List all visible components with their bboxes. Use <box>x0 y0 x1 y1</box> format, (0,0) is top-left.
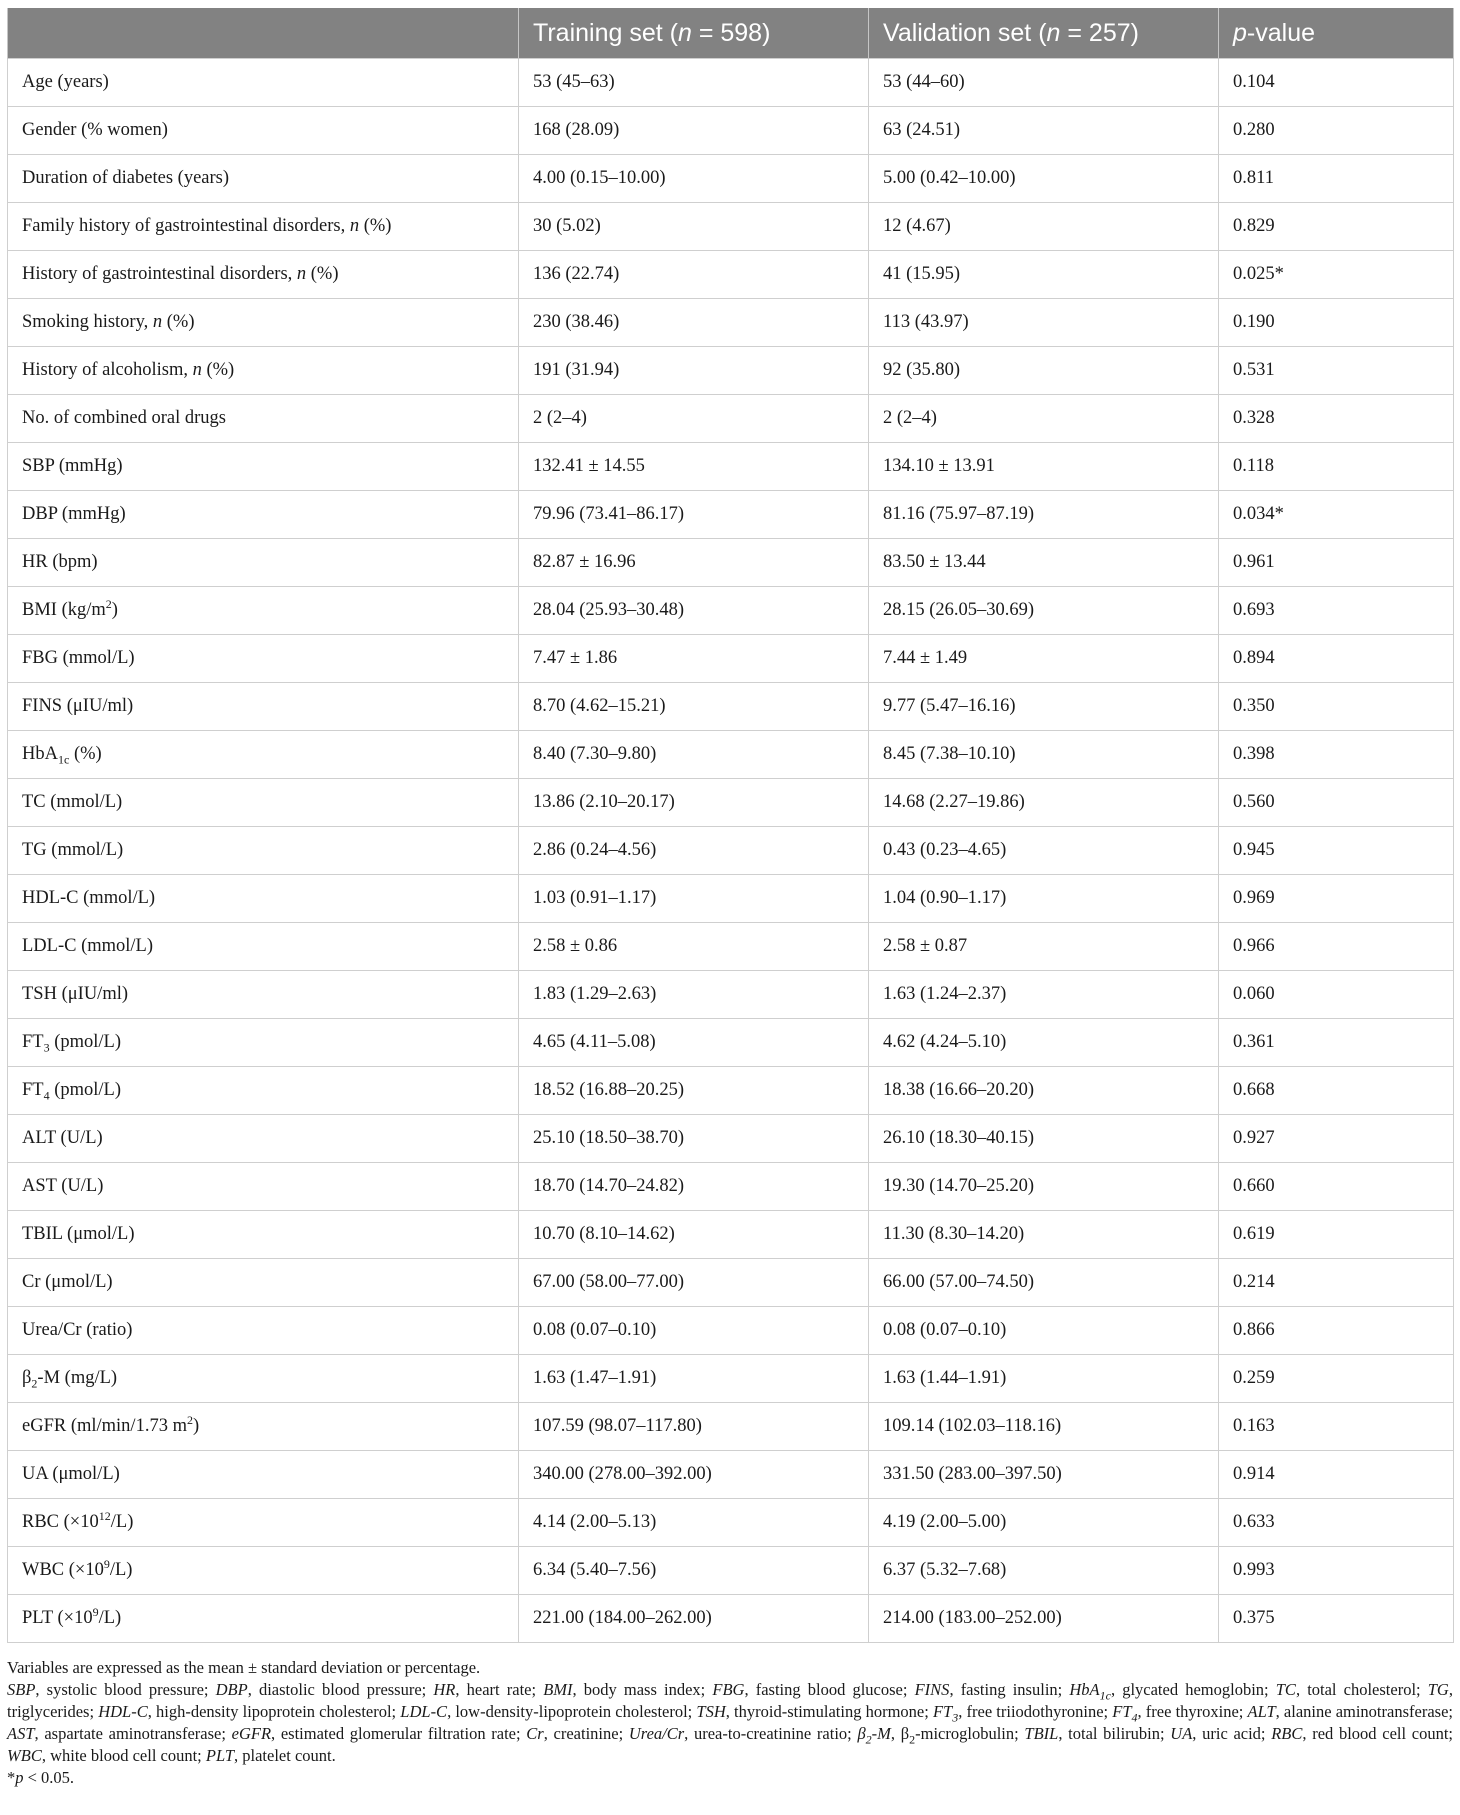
validation-value: 53 (44–60) <box>869 59 1219 107</box>
validation-value: 2 (2–4) <box>869 395 1219 443</box>
table-row <box>8 59 1454 107</box>
training-value: 0.08 (0.07–0.10) <box>519 1307 869 1355</box>
validation-value: 92 (35.80) <box>869 347 1219 395</box>
abbreviation-term: HbA$_{1c}$ <box>1069 1680 1111 1703</box>
variable-label: FINS (μIU/ml) <box>8 683 519 731</box>
training-value: 18.52 (16.88–20.25) <box>519 1067 869 1115</box>
p-value: 0.693 <box>1219 587 1454 635</box>
training-value: 4.14 (2.00–5.13) <box>519 1499 869 1547</box>
training-value: 53 (45–63) <box>519 59 869 107</box>
validation-value: 1.63 (1.24–2.37) <box>869 971 1219 1019</box>
variable-label: TSH (μIU/ml) <box>8 971 519 1019</box>
abbreviation-term: SBP <box>7 1680 36 1699</box>
training-value: 168 (28.09) <box>519 107 869 155</box>
table-row <box>8 155 1454 203</box>
table-row <box>8 635 1454 683</box>
abbreviation-definition: , urea-to-creatinine ratio; <box>684 1724 858 1743</box>
table-row <box>8 299 1454 347</box>
abbreviation-definition: , fasting insulin; <box>949 1680 1070 1699</box>
expression-note: Variables are expressed as the mean ± standard deviation or percentage. <box>7 1658 481 1677</box>
validation-value: 113 (43.97) <box>869 299 1219 347</box>
header-p-value: p-value <box>1219 8 1454 59</box>
table-row <box>8 1115 1454 1163</box>
variable-label: TC (mmol/L) <box>8 779 519 827</box>
variable-label: FBG (mmol/L) <box>8 635 519 683</box>
training-value: 18.70 (14.70–24.82) <box>519 1163 869 1211</box>
validation-value: 12 (4.67) <box>869 203 1219 251</box>
training-value: 67.00 (58.00–77.00) <box>519 1259 869 1307</box>
validation-value: 14.68 (2.27–19.86) <box>869 779 1219 827</box>
validation-value: 63 (24.51) <box>869 107 1219 155</box>
abbreviation-term: AST <box>7 1724 35 1743</box>
table-body <box>8 59 1454 1643</box>
training-value: 221.00 (184.00–262.00) <box>519 1595 869 1643</box>
abbreviation-definition: , total bilirubin; <box>1058 1724 1171 1743</box>
table-row <box>8 1499 1454 1547</box>
abbreviation-definition: , alanine aminotransferase; <box>1275 1702 1453 1721</box>
training-value: 30 (5.02) <box>519 203 869 251</box>
variable-label: TBIL (μmol/L) <box>8 1211 519 1259</box>
p-value: 0.398 <box>1219 731 1454 779</box>
abbreviation-definition: , heart rate; <box>455 1680 544 1699</box>
variable-label: RBC $(\times 10^{12}/L)$ <box>8 1499 519 1547</box>
training-value: 136 (22.74) <box>519 251 869 299</box>
table-row <box>8 683 1454 731</box>
header-validation-set: Validation set (n = 257) <box>869 8 1219 59</box>
p-value: 0.660 <box>1219 1163 1454 1211</box>
abbreviation-definition: , free triiodothyronine; <box>958 1702 1113 1721</box>
abbreviation-definition: , creatinine; <box>543 1724 629 1743</box>
variable-label: $FT_3$ (pmol/L) <box>8 1019 519 1067</box>
p-value: 0.927 <box>1219 1115 1454 1163</box>
abbreviation-definition: , systolic blood pressure; <box>35 1680 216 1699</box>
abbreviation-definition: , platelet count. <box>234 1746 336 1765</box>
abbreviation-term: FINS <box>914 1680 950 1699</box>
table-row <box>8 779 1454 827</box>
abbreviation-term: eGFR <box>231 1724 272 1743</box>
validation-value: 26.10 (18.30–40.15) <box>869 1115 1219 1163</box>
abbreviations-note: SBP, systolic blood pressure; DBP, diastolic blood pressure; HR, heart rate; BMI, body mass index; FBG, fasting blood glucose; FINS, fasting insulin; HbA$_{1c}$, glycated hemoglobin; TC, total cholesterol; TG, triglycerides; HDL-C, high-density lipoprotein cholesterol; LDL-C, low-density-lipoprotein cholesterol; TSH, thyroid-stimulating hormone; $FT_3$, free triiodothyronine; $FT_4$, free thyroxine; ALT, alanine aminotransferase; AST, aspartate aminotransferase; eGFR, estimated glomerular filtration rate; Cr, creatinine; Urea/Cr, urea-to-creatinine ratio; $\beta_2-M$, $\beta_2$-microglobulin; TBIL, total bilirubin; UA, uric acid; RBC, red blood cell count; WBC, white blood cell count; PLT, platelet count. <box>7 1680 1453 1765</box>
training-value: 191 (31.94) <box>519 347 869 395</box>
validation-value: 0.43 (0.23–4.65) <box>869 827 1219 875</box>
variable-label: $\beta_2-M$ (mg/L) <box>8 1355 519 1403</box>
table-row <box>8 107 1454 155</box>
abbreviation-term: TBIL <box>1024 1724 1059 1743</box>
p-value: 0.361 <box>1219 1019 1454 1067</box>
abbreviation-definition: , aspartate aminotransferase; <box>34 1724 232 1743</box>
table-row <box>8 1451 1454 1499</box>
abbreviation-term: TSH <box>696 1702 726 1721</box>
table-row <box>8 971 1454 1019</box>
table-row <box>8 923 1454 971</box>
variable-label: PLT $(\times 10^9/L)$ <box>8 1595 519 1643</box>
abbreviation-term: Urea/Cr <box>628 1724 685 1743</box>
validation-value: 8.45 (7.38–10.10) <box>869 731 1219 779</box>
p-value: 0.163 <box>1219 1403 1454 1451</box>
abbreviation-term: HR <box>433 1680 456 1699</box>
validation-value: 9.77 (5.47–16.16) <box>869 683 1219 731</box>
p-value: 0.190 <box>1219 299 1454 347</box>
variable-label: No. of combined oral drugs <box>8 395 519 443</box>
variable-label: AST (U/L) <box>8 1163 519 1211</box>
training-value: 79.96 (73.41–86.17) <box>519 491 869 539</box>
table-footnotes <box>7 1657 1453 1789</box>
p-value: 0.531 <box>1219 347 1454 395</box>
training-value: 4.65 (4.11–5.08) <box>519 1019 869 1067</box>
abbreviation-term: HDL-C <box>98 1702 148 1721</box>
training-value: 28.04 (25.93–30.48) <box>519 587 869 635</box>
variable-label: HbA$_{1c}$ (%) <box>8 731 519 779</box>
p-value: 0.945 <box>1219 827 1454 875</box>
table-row <box>8 491 1454 539</box>
abbreviation-term: BMI <box>543 1680 573 1699</box>
variable-label: Duration of diabetes (years) <box>8 155 519 203</box>
p-value: 0.280 <box>1219 107 1454 155</box>
variable-label: WBC $(\times 10^9/L)$ <box>8 1547 519 1595</box>
abbreviation-definition: , estimated glomerular filtration rate; <box>271 1724 527 1743</box>
variable-label: BMI $(kg/m^2)$ <box>8 587 519 635</box>
validation-value: 18.38 (16.66–20.20) <box>869 1067 1219 1115</box>
validation-value: 11.30 (8.30–14.20) <box>869 1211 1219 1259</box>
validation-value: 28.15 (26.05–30.69) <box>869 587 1219 635</box>
abbreviation-definition: , uric acid; <box>1192 1724 1272 1743</box>
table-row <box>8 1355 1454 1403</box>
abbreviation-definition: , glycated hemoglobin; <box>1110 1680 1276 1699</box>
validation-value: 331.50 (283.00–397.50) <box>869 1451 1219 1499</box>
variable-label: Family history of gastrointestinal disorders, n (%) <box>8 203 519 251</box>
abbreviation-term: Cr <box>526 1724 544 1743</box>
table-row <box>8 251 1454 299</box>
abbreviation-term: RBC <box>1271 1724 1303 1743</box>
validation-value: 214.00 (183.00–252.00) <box>869 1595 1219 1643</box>
training-value: 1.83 (1.29–2.63) <box>519 971 869 1019</box>
training-value: 8.40 (7.30–9.80) <box>519 731 869 779</box>
table-container <box>7 8 1453 1643</box>
header-variable <box>8 8 519 59</box>
p-value: 0.560 <box>1219 779 1454 827</box>
p-value: 0.375 <box>1219 1595 1454 1643</box>
table-row <box>8 203 1454 251</box>
p-value: 0.668 <box>1219 1067 1454 1115</box>
table-row <box>8 539 1454 587</box>
abbreviation-term: FBG <box>712 1680 745 1699</box>
p-value: 0.829 <box>1219 203 1454 251</box>
training-value: 4.00 (0.15–10.00) <box>519 155 869 203</box>
variable-label: Gender (% women) <box>8 107 519 155</box>
p-value: 0.034* <box>1219 491 1454 539</box>
training-value: 13.86 (2.10–20.17) <box>519 779 869 827</box>
p-value: 0.025* <box>1219 251 1454 299</box>
p-value: 0.060 <box>1219 971 1454 1019</box>
table-header-row <box>8 8 1454 59</box>
p-value: 0.969 <box>1219 875 1454 923</box>
variable-label: eGFR (ml/min/1.73 $m^2$) <box>8 1403 519 1451</box>
abbreviation-definition: , triglycerides; <box>7 1680 1453 1721</box>
abbreviation-definition: , red blood cell count; <box>1302 1724 1453 1743</box>
training-value: 1.03 (0.91–1.17) <box>519 875 869 923</box>
table-row <box>8 1307 1454 1355</box>
variable-label: TG (mmol/L) <box>8 827 519 875</box>
validation-value: 6.37 (5.32–7.68) <box>869 1547 1219 1595</box>
abbreviation-term: LDL-C <box>400 1702 448 1721</box>
p-value: 0.961 <box>1219 539 1454 587</box>
p-value: 0.104 <box>1219 59 1454 107</box>
significance-note: *p < 0.05. <box>7 1768 75 1787</box>
training-value: 2.86 (0.24–4.56) <box>519 827 869 875</box>
variable-label: HR (bpm) <box>8 539 519 587</box>
abbreviation-term: $FT_3$ <box>932 1702 959 1725</box>
abbreviation-definition: , total cholesterol; <box>1295 1680 1428 1699</box>
variable-label: History of gastrointestinal disorders, n (%) <box>8 251 519 299</box>
table-row <box>8 587 1454 635</box>
table-row <box>8 1403 1454 1451</box>
p-value: 0.619 <box>1219 1211 1454 1259</box>
p-value: 0.966 <box>1219 923 1454 971</box>
table-row <box>8 1259 1454 1307</box>
abbreviation-definition: , free thyroxine; <box>1137 1702 1248 1721</box>
variable-label: DBP (mmHg) <box>8 491 519 539</box>
abbreviation-definition: , diastolic blood pressure; <box>247 1680 434 1699</box>
variable-label: Urea/Cr (ratio) <box>8 1307 519 1355</box>
validation-value: 5.00 (0.42–10.00) <box>869 155 1219 203</box>
abbreviation-definition: , body mass index; <box>572 1680 713 1699</box>
header-training-set: Training set (n = 598) <box>519 8 869 59</box>
abbreviation-definition: , thyroid-stimulating hormone; <box>725 1702 933 1721</box>
variable-label: History of alcoholism, n (%) <box>8 347 519 395</box>
table-row <box>8 347 1454 395</box>
validation-value: 109.14 (102.03–118.16) <box>869 1403 1219 1451</box>
training-value: 10.70 (8.10–14.62) <box>519 1211 869 1259</box>
p-value: 0.214 <box>1219 1259 1454 1307</box>
p-value: 0.811 <box>1219 155 1454 203</box>
variable-label: SBP (mmHg) <box>8 443 519 491</box>
validation-value: 81.16 (75.97–87.19) <box>869 491 1219 539</box>
table-row <box>8 1547 1454 1595</box>
p-value: 0.894 <box>1219 635 1454 683</box>
abbreviation-term: DBP <box>215 1680 248 1699</box>
table-row <box>8 1211 1454 1259</box>
training-value: 1.63 (1.47–1.91) <box>519 1355 869 1403</box>
abbreviation-definition: , low-density-lipoprotein cholesterol; <box>447 1702 697 1721</box>
table-row <box>8 827 1454 875</box>
table-row <box>8 1595 1454 1643</box>
abbreviation-definition: , high-density lipoprotein cholesterol; <box>147 1702 401 1721</box>
training-value: 132.41 ± 14.55 <box>519 443 869 491</box>
table-row <box>8 443 1454 491</box>
abbreviation-term: TC <box>1275 1680 1296 1699</box>
characteristics-table <box>7 8 1454 1643</box>
variable-label: Smoking history, n (%) <box>8 299 519 347</box>
training-value: 2 (2–4) <box>519 395 869 443</box>
table-row <box>8 731 1454 779</box>
abbreviation-term: $\beta_2-M$ <box>857 1724 891 1747</box>
validation-value: 4.62 (4.24–5.10) <box>869 1019 1219 1067</box>
variable-label: ALT (U/L) <box>8 1115 519 1163</box>
abbreviation-term: UA <box>1170 1724 1193 1743</box>
p-value: 0.350 <box>1219 683 1454 731</box>
p-value: 0.118 <box>1219 443 1454 491</box>
p-value: 0.993 <box>1219 1547 1454 1595</box>
variable-label: Cr (μmol/L) <box>8 1259 519 1307</box>
training-value: 230 (38.46) <box>519 299 869 347</box>
validation-value: 66.00 (57.00–74.50) <box>869 1259 1219 1307</box>
training-value: 340.00 (278.00–392.00) <box>519 1451 869 1499</box>
table-row <box>8 875 1454 923</box>
table-row <box>8 1067 1454 1115</box>
table-row <box>8 1163 1454 1211</box>
abbreviation-definition: , white blood cell count; <box>41 1746 206 1765</box>
validation-value: 1.04 (0.90–1.17) <box>869 875 1219 923</box>
variable-label: $FT_4$ (pmol/L) <box>8 1067 519 1115</box>
validation-value: 7.44 ± 1.49 <box>869 635 1219 683</box>
table-row <box>8 1019 1454 1067</box>
p-value: 0.633 <box>1219 1499 1454 1547</box>
validation-value: 19.30 (14.70–25.20) <box>869 1163 1219 1211</box>
validation-value: 0.08 (0.07–0.10) <box>869 1307 1219 1355</box>
validation-value: 41 (15.95) <box>869 251 1219 299</box>
p-value: 0.328 <box>1219 395 1454 443</box>
abbreviation-term: WBC <box>7 1746 42 1765</box>
p-value: 0.866 <box>1219 1307 1454 1355</box>
p-value: 0.259 <box>1219 1355 1454 1403</box>
training-value: 8.70 (4.62–15.21) <box>519 683 869 731</box>
validation-value: 134.10 ± 13.91 <box>869 443 1219 491</box>
abbreviation-term: $FT_4$ <box>1112 1702 1138 1725</box>
training-value: 7.47 ± 1.86 <box>519 635 869 683</box>
abbreviation-term: TG <box>1427 1680 1449 1699</box>
validation-value: 4.19 (2.00–5.00) <box>869 1499 1219 1547</box>
p-value: 0.914 <box>1219 1451 1454 1499</box>
training-value: 82.87 ± 16.96 <box>519 539 869 587</box>
abbreviation-term: PLT <box>205 1746 235 1765</box>
variable-label: Age (years) <box>8 59 519 107</box>
training-value: 107.59 (98.07–117.80) <box>519 1403 869 1451</box>
variable-label: LDL-C (mmol/L) <box>8 923 519 971</box>
abbreviation-term: ALT <box>1247 1702 1276 1721</box>
abbreviation-definition: , β <box>890 1724 910 1743</box>
training-value: 25.10 (18.50–38.70) <box>519 1115 869 1163</box>
training-value: 6.34 (5.40–7.56) <box>519 1547 869 1595</box>
training-value: 2.58 ± 0.86 <box>519 923 869 971</box>
variable-label: UA (μmol/L) <box>8 1451 519 1499</box>
validation-value: 1.63 (1.44–1.91) <box>869 1355 1219 1403</box>
table-row <box>8 395 1454 443</box>
variable-label: HDL-C (mmol/L) <box>8 875 519 923</box>
abbreviation-definition: , fasting blood glucose; <box>744 1680 915 1699</box>
validation-value: 2.58 ± 0.87 <box>869 923 1219 971</box>
validation-value: 83.50 ± 13.44 <box>869 539 1219 587</box>
